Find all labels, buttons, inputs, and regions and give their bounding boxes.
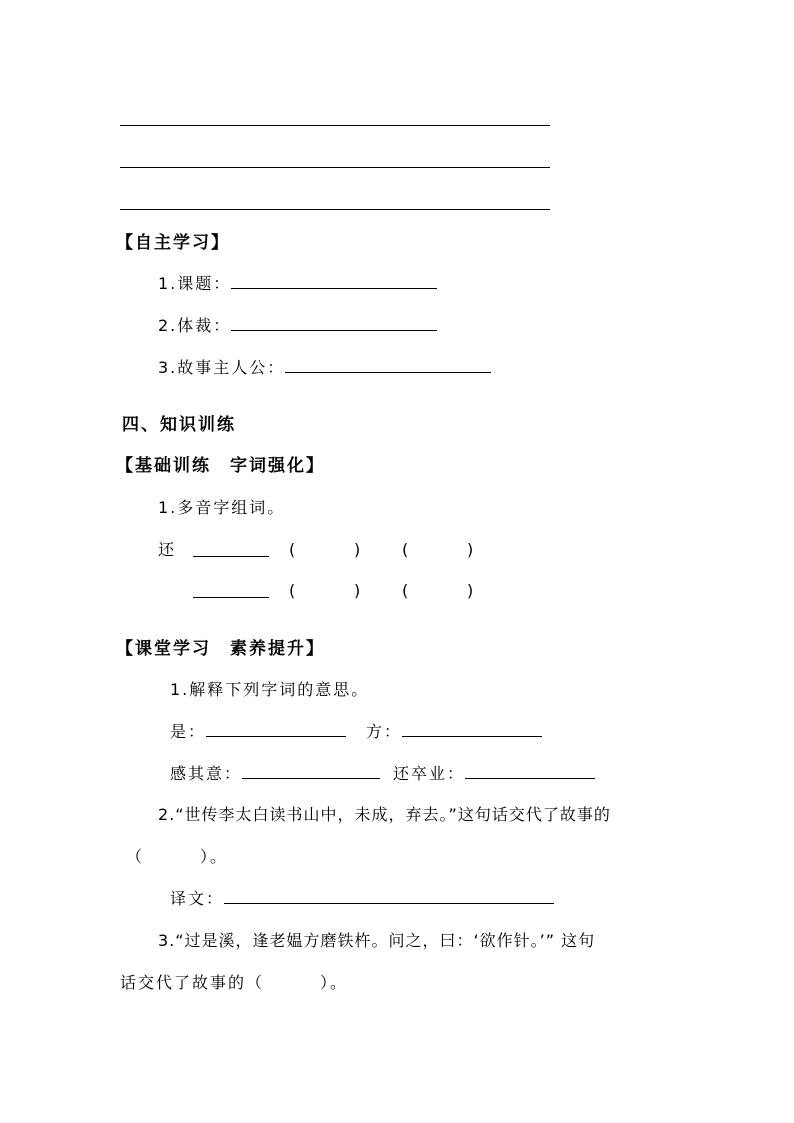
writing-line-3[interactable]	[120, 209, 550, 210]
q3-line2: 话交代了故事的（	[120, 973, 265, 992]
class-study-heading: 【课堂学习 素养提升】	[116, 639, 325, 659]
translation-label: 译文：	[170, 889, 225, 908]
pinyin-paren-close: )	[354, 581, 361, 600]
pinyin-paren-open: (	[402, 540, 409, 559]
translation-row	[170, 889, 554, 909]
item-label: 3.故事主人公：	[158, 358, 286, 377]
pinyin-paren-close: )	[467, 581, 474, 600]
item-label: 2.体裁：	[158, 316, 232, 335]
self-study-heading: 【自主学习】	[116, 233, 230, 253]
define-word-1	[170, 722, 346, 742]
q3-answer-line	[120, 973, 348, 993]
pinyin-paren-open: (	[289, 540, 296, 559]
pinyin-paren-open: (	[402, 581, 409, 600]
answer-blank[interactable]	[206, 722, 346, 737]
paren-open: （	[126, 847, 145, 866]
define-word-3	[170, 764, 380, 784]
pinyin-paren-open: (	[289, 581, 296, 600]
define-word-4	[393, 764, 595, 784]
paren-close: ）。	[200, 847, 229, 866]
polyphone-char: 还	[158, 540, 177, 559]
answer-blank[interactable]	[231, 274, 437, 289]
paren-close: ）。	[320, 973, 349, 992]
self-study-item-3	[158, 358, 491, 378]
writing-line-2[interactable]	[120, 167, 550, 168]
writing-line-1[interactable]	[120, 125, 550, 126]
self-study-item-1	[158, 274, 437, 294]
class-question-1: 1.解释下列字词的意思。	[170, 680, 370, 699]
answer-blank[interactable]	[231, 316, 437, 331]
section-four-heading: 四、知识训练	[122, 415, 236, 435]
word-label: 还卒业：	[393, 764, 466, 783]
answer-blank[interactable]	[242, 764, 380, 779]
word-label: 方：	[366, 722, 403, 741]
class-question-2: 2.“世传李太白读书山中，未成，弃去。”这句话交代了故事的	[158, 805, 611, 824]
define-word-2	[366, 722, 542, 742]
word-label: 是：	[170, 722, 207, 741]
word-blank[interactable]	[193, 583, 269, 598]
pinyin-paren-close: )	[467, 540, 474, 559]
answer-blank[interactable]	[285, 358, 491, 373]
translation-blank[interactable]	[224, 889, 554, 904]
answer-blank[interactable]	[465, 764, 595, 779]
class-question-3-line1: 3.“过是溪，逢老媪方磨铁杵。问之，曰：‘欲作针。’” 这句	[158, 931, 596, 950]
word-label: 感其意：	[170, 764, 243, 783]
pinyin-paren-close: )	[354, 540, 361, 559]
word-blank[interactable]	[193, 542, 269, 557]
basic-training-heading: 【基础训练 字词强化】	[116, 456, 325, 476]
item-label: 1.课题：	[158, 274, 232, 293]
q2-answer-line	[126, 847, 228, 867]
basic-question-1: 1.多音字组词。	[158, 498, 286, 517]
answer-blank[interactable]	[402, 722, 542, 737]
self-study-item-2	[158, 316, 437, 336]
